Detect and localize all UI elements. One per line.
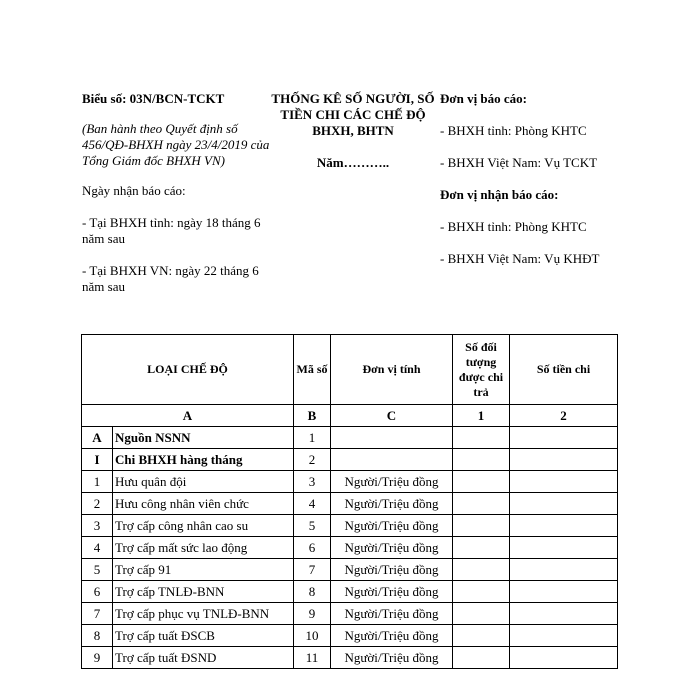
header-center xyxy=(262,91,444,171)
row-stt: 1 xyxy=(82,471,113,493)
row-name: Hưu công nhân viên chức xyxy=(113,493,294,515)
row-count xyxy=(453,427,510,449)
row-unit: Người/Triệu đồng xyxy=(331,471,453,493)
row-unit: Người/Triệu đồng xyxy=(331,559,453,581)
row-amount xyxy=(510,625,618,647)
letter-amount: 2 xyxy=(510,405,618,427)
letter-code: B xyxy=(294,405,331,427)
row-code: 4 xyxy=(294,493,331,515)
row-amount xyxy=(510,537,618,559)
receive-vn: - Tại BHXH VN: ngày 22 tháng 6 năm sau xyxy=(82,263,259,294)
row-code: 1 xyxy=(294,427,331,449)
row-code: 9 xyxy=(294,603,331,625)
row-amount xyxy=(510,603,618,625)
row-name: Chi BHXH hàng tháng xyxy=(113,449,294,471)
row-count xyxy=(453,493,510,515)
row-code: 10 xyxy=(294,625,331,647)
row-stt: 6 xyxy=(82,581,113,603)
header-right xyxy=(440,91,630,283)
letter-count: 1 xyxy=(453,405,510,427)
table-row xyxy=(82,449,618,471)
table-row xyxy=(82,471,618,493)
row-count xyxy=(453,647,510,669)
row-amount xyxy=(510,647,618,669)
row-count xyxy=(453,449,510,471)
table-row xyxy=(82,515,618,537)
row-unit xyxy=(331,449,453,471)
table-row xyxy=(82,625,618,647)
row-count xyxy=(453,559,510,581)
row-stt: 9 xyxy=(82,647,113,669)
row-amount xyxy=(510,493,618,515)
row-amount xyxy=(510,471,618,493)
row-count xyxy=(453,581,510,603)
report-year: Năm……….. xyxy=(316,155,390,170)
row-name: Trợ cấp phục vụ TNLĐ-BNN xyxy=(113,603,294,625)
reporting-vn: - BHXH Việt Nam: Vụ TCKT xyxy=(440,155,598,170)
row-code: 5 xyxy=(294,515,331,537)
row-unit: Người/Triệu đồng xyxy=(331,603,453,625)
table-row xyxy=(82,493,618,515)
row-amount xyxy=(510,515,618,537)
table-row xyxy=(82,559,618,581)
letter-unit: C xyxy=(331,405,453,427)
receiving-vn: - BHXH Việt Nam: Vụ KHĐT xyxy=(440,251,600,266)
table-row xyxy=(82,647,618,669)
receive-province: - Tại BHXH tỉnh: ngày 18 tháng 6 năm sau xyxy=(82,215,261,246)
row-code: 11 xyxy=(294,647,331,669)
table-row xyxy=(82,581,618,603)
row-name: Nguồn NSNN xyxy=(113,427,294,449)
reporting-province: - BHXH tỉnh: Phòng KHTC xyxy=(440,123,587,138)
row-stt: 2 xyxy=(82,493,113,515)
row-unit: Người/Triệu đồng xyxy=(331,515,453,537)
letter-type: A xyxy=(82,405,294,427)
row-stt: I xyxy=(82,449,113,471)
row-stt: A xyxy=(82,427,113,449)
receiving-unit-label: Đơn vị nhận báo cáo: xyxy=(440,187,559,202)
row-code: 6 xyxy=(294,537,331,559)
row-count xyxy=(453,603,510,625)
row-name: Trợ cấp công nhân cao su xyxy=(113,515,294,537)
header-amount: Số tiền chi xyxy=(510,335,618,405)
table-body xyxy=(82,427,618,669)
header-count: Số đối tượng được chi trả xyxy=(453,335,510,405)
row-stt: 5 xyxy=(82,559,113,581)
row-amount xyxy=(510,559,618,581)
row-stt: 4 xyxy=(82,537,113,559)
row-unit: Người/Triệu đồng xyxy=(331,493,453,515)
row-stt: 3 xyxy=(82,515,113,537)
header-code: Mã số xyxy=(294,335,331,405)
row-amount xyxy=(510,449,618,471)
row-stt: 7 xyxy=(82,603,113,625)
report-table xyxy=(81,334,618,669)
header-unit: Đơn vị tính xyxy=(331,335,453,405)
row-count xyxy=(453,625,510,647)
row-count xyxy=(453,537,510,559)
form-number: Biểu số: 03N/BCN-TCKT xyxy=(82,91,225,106)
row-count xyxy=(453,515,510,537)
table-row xyxy=(82,603,618,625)
row-unit: Người/Triệu đồng xyxy=(331,581,453,603)
report-subtitle: BHXH, BHTN xyxy=(312,123,394,138)
row-name: Trợ cấp tuất ĐSND xyxy=(113,647,294,669)
row-code: 8 xyxy=(294,581,331,603)
row-unit: Người/Triệu đồng xyxy=(331,625,453,647)
row-name: Hưu quân đội xyxy=(113,471,294,493)
row-amount xyxy=(510,581,618,603)
row-unit: Người/Triệu đồng xyxy=(331,537,453,559)
row-code: 3 xyxy=(294,471,331,493)
row-amount xyxy=(510,427,618,449)
row-unit: Người/Triệu đồng xyxy=(331,647,453,669)
receive-date-label: Ngày nhận báo cáo: xyxy=(82,183,186,198)
table-row xyxy=(82,427,618,449)
header-left xyxy=(82,91,272,311)
table-row xyxy=(82,537,618,559)
report-title: THỐNG KÊ SỐ NGƯỜI, SỐ TIỀN CHI CÁC CHẾ ĐỘ xyxy=(271,91,435,122)
row-code: 2 xyxy=(294,449,331,471)
receiving-province: - BHXH tỉnh: Phòng KHTC xyxy=(440,219,587,234)
row-name: Trợ cấp tuất ĐSCB xyxy=(113,625,294,647)
row-name: Trợ cấp mất sức lao động xyxy=(113,537,294,559)
row-count xyxy=(453,471,510,493)
row-name: Trợ cấp TNLĐ-BNN xyxy=(113,581,294,603)
header-type: LOẠI CHẾ ĐỘ xyxy=(82,335,294,405)
reporting-unit-label: Đơn vị báo cáo: xyxy=(440,91,528,106)
issuance-note: (Ban hành theo Quyết định số 456/QĐ-BHXH ngày 23/4/2019 của Tổng Giám đốc BHXH VN) xyxy=(82,121,270,168)
row-unit xyxy=(331,427,453,449)
row-name: Trợ cấp 91 xyxy=(113,559,294,581)
row-code: 7 xyxy=(294,559,331,581)
row-stt: 8 xyxy=(82,625,113,647)
